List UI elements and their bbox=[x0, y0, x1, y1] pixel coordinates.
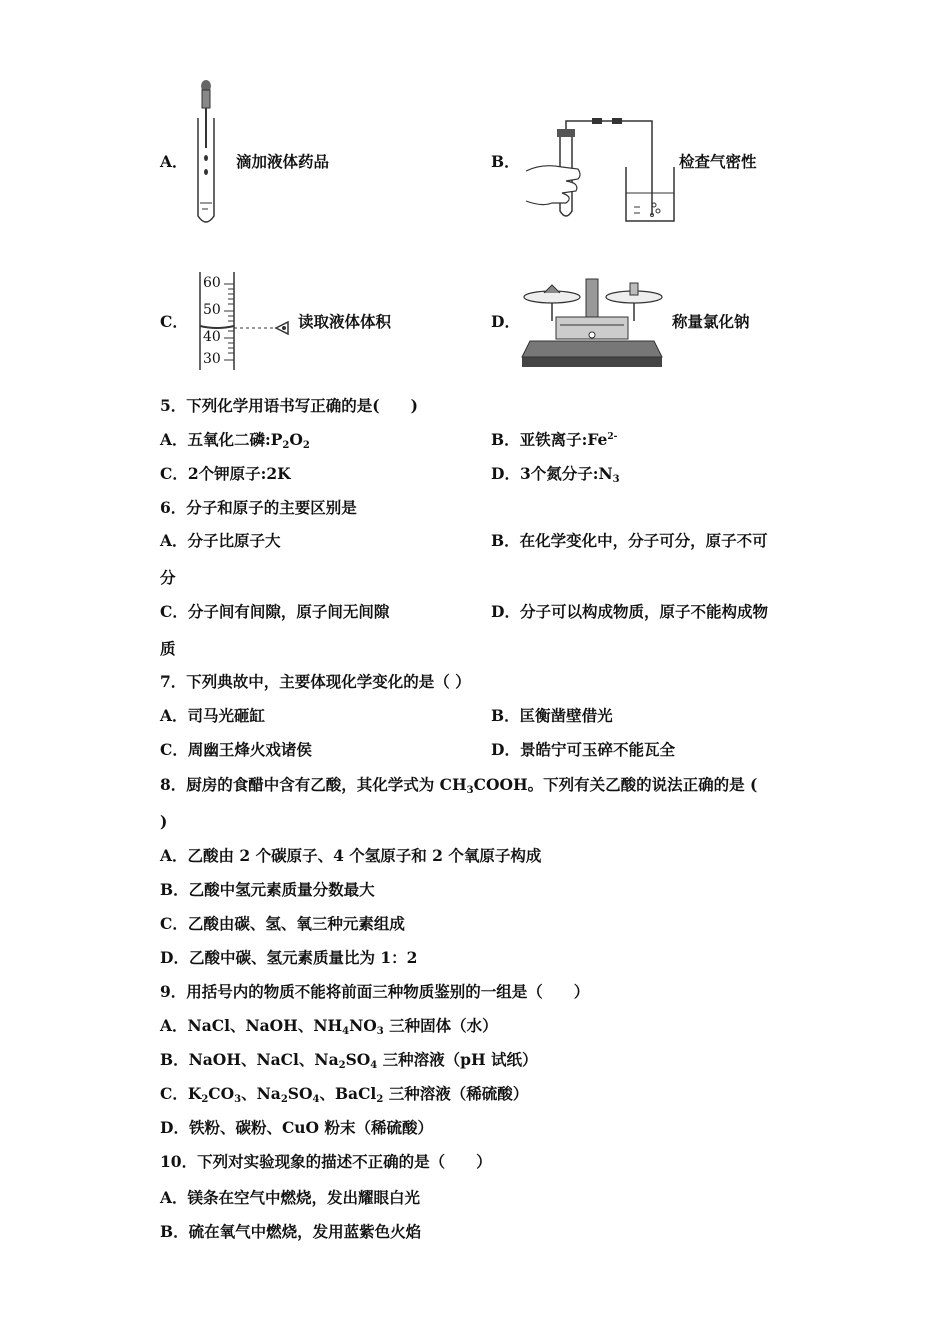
q7-option-c[interactable]: C．周幽王烽火戏诸侯 bbox=[160, 740, 312, 759]
dropper-test-tube-figure bbox=[190, 78, 230, 228]
q5-option-a[interactable]: A．五氧化二磷$:P_2O_2$ bbox=[160, 430, 310, 451]
scale-label-30: 30 bbox=[203, 351, 221, 367]
q9-option-c[interactable]: C．$K_2CO_3$、$Na_2SO_4$、BaCl$_2$ 三种溶液（稀硫酸） bbox=[160, 1084, 529, 1105]
q9-stem: 9．用括号内的物质不能将前面三种物质鉴别的一组是（ ） bbox=[160, 982, 590, 1001]
q6-option-a[interactable]: A．分子比原子大 bbox=[160, 531, 281, 550]
q5-option-d[interactable]: D．3个氮分子$:N_3$ bbox=[491, 464, 620, 485]
q10-stem: 10．下列对实验现象的描述不正确的是（ ） bbox=[160, 1152, 492, 1171]
q7-option-b[interactable]: B．匡衡凿壁借光 bbox=[491, 706, 613, 725]
q8-stem: 8．厨房的食醋中含有乙酸，其化学式为 $CH_3COOH$。下列有关乙酸的说法正确的是 ( bbox=[160, 775, 758, 796]
option-d-letter[interactable]: D． bbox=[491, 312, 520, 331]
q6-stem: 6．分子和原子的主要区别是 bbox=[160, 498, 357, 517]
q5-option-c[interactable]: C．2个钾原子:2K bbox=[160, 464, 291, 483]
q5-stem: 5．下列化学用语书写正确的是( ) bbox=[160, 396, 418, 415]
q9-option-a[interactable]: A．NaCl、NaOH、$NH_4NO_3$ 三种固体（水） bbox=[160, 1016, 498, 1037]
q8-option-c[interactable]: C．乙酸由碳、氢、氧三种元素组成 bbox=[160, 914, 405, 933]
q10-option-a[interactable]: A．镁条在空气中燃烧，发出耀眼白光 bbox=[160, 1188, 421, 1207]
q7-stem: 7．下列典故中，主要体现化学变化的是（ ） bbox=[160, 672, 471, 691]
q7-option-a[interactable]: A．司马光砸缸 bbox=[160, 706, 266, 725]
q8-option-a[interactable]: A．乙酸由 2 个碳原子、4 个氢原子和 2 个氧原子构成 bbox=[160, 846, 542, 865]
graduated-cylinder-figure bbox=[196, 272, 301, 372]
option-b-letter[interactable]: B． bbox=[491, 152, 520, 171]
q8-option-b[interactable]: B．乙酸中氢元素质量分数最大 bbox=[160, 880, 375, 899]
airtightness-check-figure bbox=[522, 115, 677, 225]
option-c-caption: 读取液体体积 bbox=[298, 312, 392, 331]
q6-option-b-wrap: 分 bbox=[160, 568, 176, 587]
q8-option-d[interactable]: D．乙酸中碳、氢元素质量比为 1：2 bbox=[160, 948, 418, 967]
q9-option-b[interactable]: B．NaOH、NaCl、$Na_2SO_4$ 三种溶液（pH 试纸） bbox=[160, 1050, 538, 1071]
q5-option-b[interactable]: B．亚铁离子$:Fe^{2-}$ bbox=[491, 430, 618, 449]
option-a-caption: 滴加液体药品 bbox=[236, 152, 330, 171]
option-a-letter[interactable]: A． bbox=[160, 152, 188, 171]
q6-option-d-wrap: 质 bbox=[160, 639, 176, 658]
q8-stem-wrap: ) bbox=[160, 812, 168, 831]
q7-option-d[interactable]: D．景皓宁可玉碎不能瓦全 bbox=[491, 740, 675, 759]
q9-option-d[interactable]: D．铁粉、碳粉、CuO 粉末（稀硫酸） bbox=[160, 1118, 433, 1137]
option-c-letter[interactable]: C． bbox=[160, 312, 188, 331]
balance-figure bbox=[516, 275, 668, 369]
q6-option-b[interactable]: B．在化学变化中，分子可分，原子不可 bbox=[491, 531, 768, 550]
option-d-caption: 称量氯化钠 bbox=[672, 312, 750, 331]
scale-label-50: 50 bbox=[203, 302, 221, 318]
q10-option-b[interactable]: B．硫在氧气中燃烧，发用蓝紫色火焰 bbox=[160, 1222, 422, 1241]
scale-label-60: 60 bbox=[203, 275, 221, 291]
q6-option-c[interactable]: C．分子间有间隙，原子间无间隙 bbox=[160, 602, 390, 621]
option-b-caption: 检查气密性 bbox=[679, 152, 757, 171]
scale-label-40: 40 bbox=[203, 329, 221, 345]
q6-option-d[interactable]: D．分子可以构成物质，原子不能构成物 bbox=[491, 602, 768, 621]
